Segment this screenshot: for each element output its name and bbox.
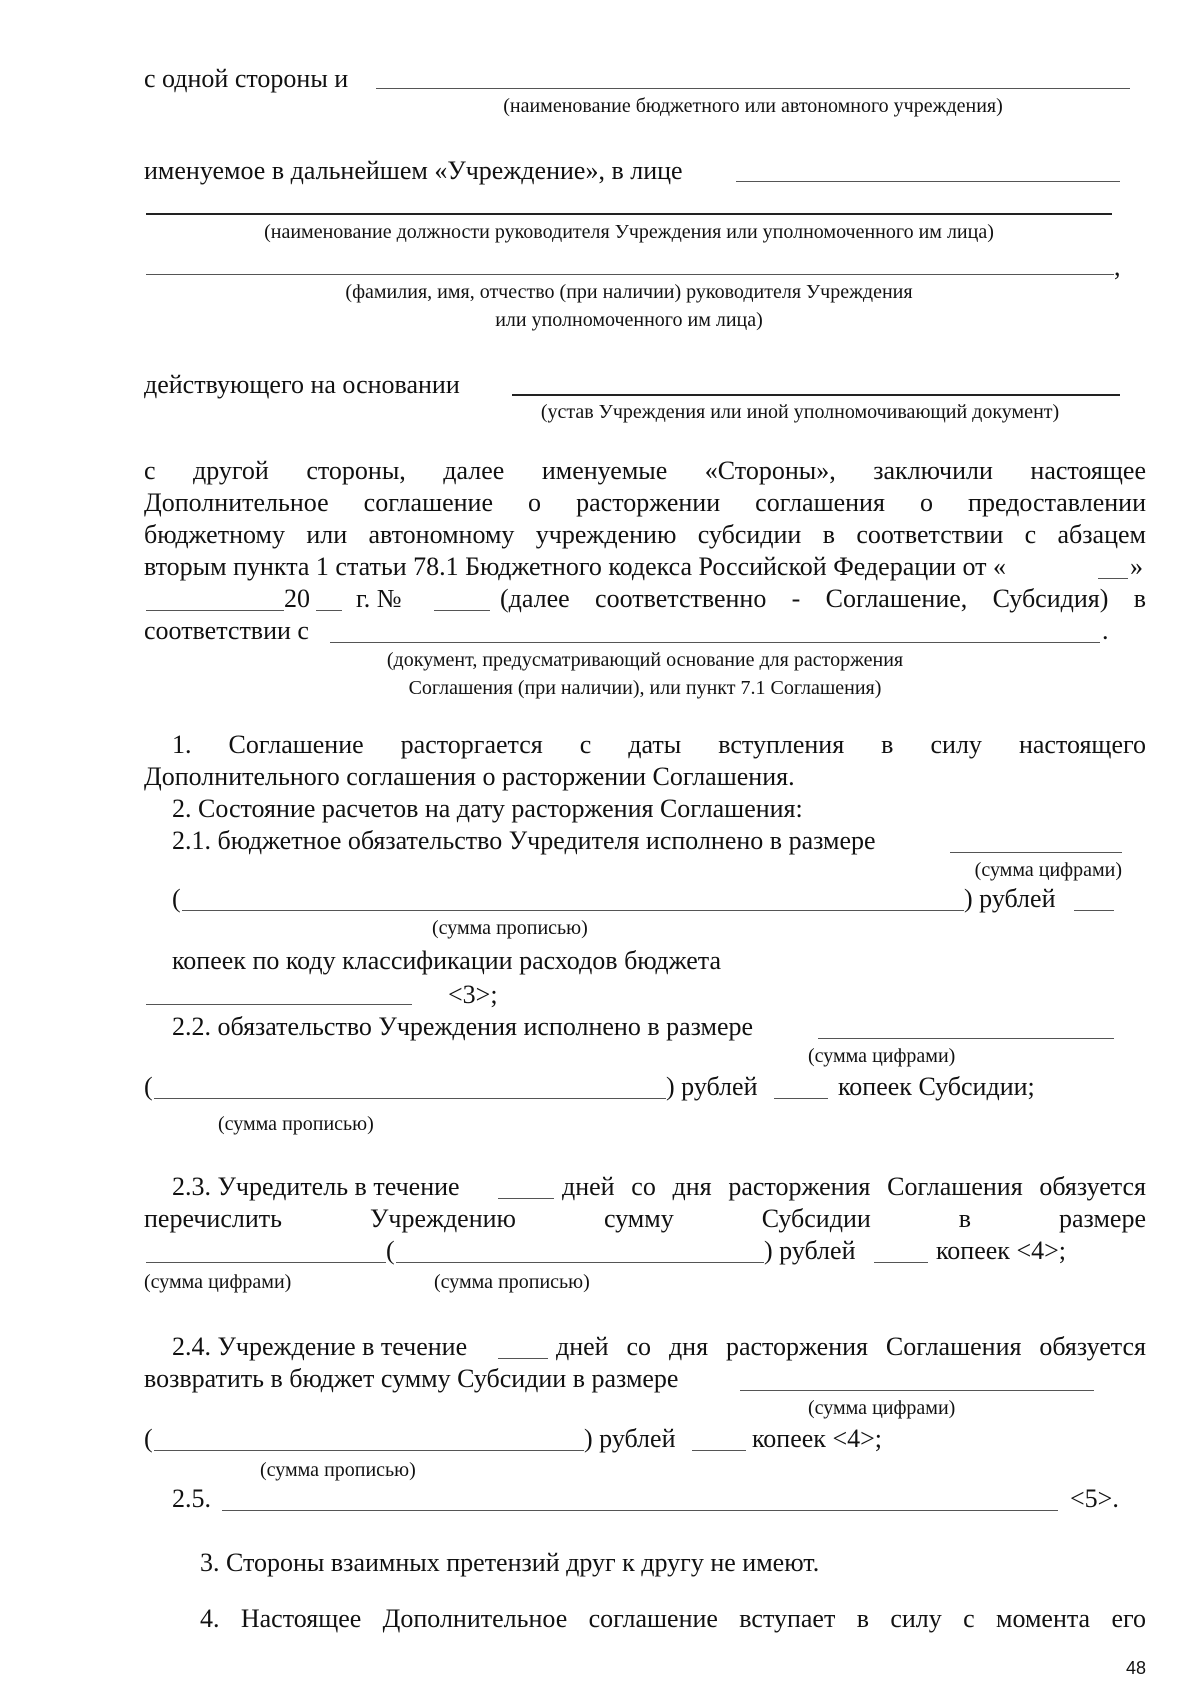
blank-head-position[interactable] [146, 213, 1112, 215]
kopecks-ref-4-b: копеек <4>; [752, 1424, 882, 1453]
caption-amount-words-2: (сумма прописью) [218, 1113, 374, 1135]
year-prefix: 20 [284, 584, 310, 613]
caption-institution-name: (наименование бюджетного или автономного учреждения) [503, 95, 1003, 117]
section-2-4-line1a: 2.4. Учреждение в течение [172, 1332, 468, 1361]
caption-amount-words-1: (сумма прописью) [432, 917, 588, 939]
blank-agreement-month[interactable] [146, 610, 284, 611]
paren-open-1: ( [172, 884, 181, 913]
section-2-4-line1b: дней со дня расторжения Соглашения обязуется [556, 1332, 1146, 1361]
blank-budget-classification-code[interactable] [146, 1004, 412, 1005]
caption-amount-digits-1: (сумма цифрами) [974, 859, 1122, 881]
section-1-line2: Дополнительного соглашения о расторжении Соглашения. [144, 762, 795, 791]
blank-agreement-number[interactable] [434, 610, 490, 611]
section-2-1-line3: копеек по коду классификации расходов бюджета [172, 946, 722, 975]
blank-other-provisions[interactable] [222, 1510, 1058, 1511]
paren-open-3: ( [386, 1236, 395, 1265]
section-2-5-label: 2.5. [172, 1484, 211, 1513]
rubles-label-4: ) рублей [584, 1424, 676, 1453]
section-2-heading: 2. Состояние расчетов на дату расторжения Соглашения: [172, 794, 803, 823]
para-other-side-line4: вторым пункта 1 статьи 78.1 Бюджетного кодекса Российской Федерации от « [144, 552, 1006, 581]
caption-termination-basis-1: (документ, предусматривающий основание для расторжения [386, 649, 904, 671]
blank-amount-words-1[interactable] [182, 910, 964, 911]
section-2-2-line1: 2.2. обязательство Учреждения исполнено в размере [172, 1012, 754, 1041]
blank-termination-basis[interactable] [330, 642, 1100, 643]
section-4-line1: 4. Настоящее Дополнительное соглашение вступает в силу с момента его [200, 1604, 1146, 1633]
caption-amount-digits-2: (сумма цифрами) [808, 1045, 956, 1067]
para-other-side-line1: с другой стороны, далее именуемые «Стороны», заключили настоящее [144, 456, 1146, 485]
blank-amount-words-4[interactable] [154, 1450, 584, 1451]
rubles-label-1: ) рублей [964, 884, 1056, 913]
line-acting-on-basis: действующего на основании [144, 370, 460, 399]
para-other-side-line3: бюджетному или автономному учреждению субсидии в соответствии с абзацем [144, 520, 1146, 549]
blank-head-full-name[interactable] [146, 274, 1114, 275]
blank-institution-name[interactable] [376, 88, 1130, 89]
caption-head-position: (наименование должности руководителя Учреждения или уполномоченного им лица) [264, 221, 994, 243]
comma: , [1114, 252, 1121, 281]
blank-amount-words-2[interactable] [154, 1098, 666, 1099]
line-one-side: с одной стороны и [144, 64, 349, 93]
caption-termination-basis-2: Соглашения (при наличии), или пункт 7.1 Соглашения) [408, 677, 882, 699]
footnote-ref-3: <3>; [448, 980, 498, 1009]
blank-kopecks-3[interactable] [874, 1262, 928, 1263]
year-number-label: г. № [356, 584, 402, 613]
section-1-line1: 1. Соглашение расторгается с даты вступления в силу настоящего [172, 730, 1146, 759]
blank-amount-digits-3[interactable] [146, 1262, 386, 1263]
section-2-4-line2: возвратить в бюджет сумму Субсидии в размере [144, 1364, 679, 1393]
section-2-3-line2: перечислить Учреждению сумму Субсидии в размере [144, 1204, 1146, 1233]
paren-open-2: ( [144, 1072, 153, 1101]
quote-close: » [1130, 552, 1143, 581]
blank-days-institution[interactable] [498, 1358, 548, 1359]
blank-agreement-year[interactable] [316, 610, 342, 611]
blank-agreement-day[interactable] [1098, 578, 1128, 579]
para-other-side-line5: (далее соответственно - Соглашение, Субсидия) в [500, 584, 1146, 613]
line-hereinafter-institution: именуемое в дальнейшем «Учреждение», в лице [144, 156, 683, 185]
blank-amount-digits-2[interactable] [818, 1038, 1114, 1039]
rubles-label-2: ) рублей [666, 1072, 758, 1101]
caption-amount-words-4: (сумма прописью) [260, 1459, 416, 1481]
blank-basis-document[interactable] [512, 394, 1120, 396]
blank-kopecks-4[interactable] [692, 1450, 746, 1451]
caption-amount-digits-4: (сумма цифрами) [808, 1397, 956, 1419]
paren-open-4: ( [144, 1424, 153, 1453]
page-number: 48 [1126, 1658, 1147, 1678]
para-other-side-line2: Дополнительное соглашение о расторжении соглашения о предоставлении [144, 488, 1146, 517]
blank-kopecks-2[interactable] [774, 1098, 828, 1099]
para-other-side-line6: соответствии с [144, 616, 309, 645]
caption-amount-digits-3: (сумма цифрами) [144, 1271, 292, 1293]
caption-basis-document: (устав Учреждения или иной уполномочивающий документ) [540, 401, 1060, 423]
section-2-1-line1: 2.1. бюджетное обязательство Учредителя исполнено в размере [172, 826, 876, 855]
blank-represented-by[interactable] [736, 181, 1120, 182]
blank-amount-words-3[interactable] [396, 1262, 764, 1263]
blank-days-founder[interactable] [498, 1198, 554, 1199]
blank-kopecks-1[interactable] [1074, 910, 1114, 911]
blank-amount-digits-1[interactable] [950, 852, 1122, 853]
caption-head-full-name-1: (фамилия, имя, отчество (при наличии) руководителя Учреждения [345, 281, 913, 303]
footnote-ref-5: <5>. [1070, 1484, 1119, 1513]
period: . [1102, 616, 1109, 645]
caption-amount-words-3: (сумма прописью) [434, 1271, 590, 1293]
section-3: 3. Стороны взаимных претензий друг к другу не имеют. [200, 1548, 820, 1577]
caption-head-full-name-2: или уполномоченного им лица) [495, 309, 763, 331]
kopecks-ref-4-a: копеек <4>; [936, 1236, 1066, 1265]
rubles-label-3: ) рублей [764, 1236, 856, 1265]
kopecks-subsidy-label: копеек Субсидии; [838, 1072, 1035, 1101]
section-2-3-line1b: дней со дня расторжения Соглашения обязуется [562, 1172, 1146, 1201]
blank-amount-digits-4[interactable] [740, 1390, 1094, 1391]
section-2-3-line1a: 2.3. Учредитель в течение [172, 1172, 460, 1201]
